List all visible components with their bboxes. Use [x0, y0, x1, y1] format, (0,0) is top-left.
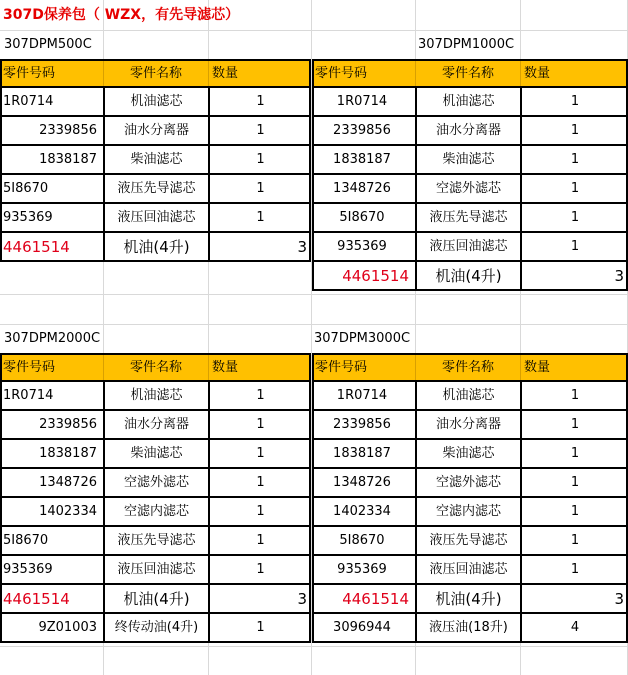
part-name-cell: 机油(4升)	[415, 585, 520, 613]
part-name-cell: 终传动油(4升)	[103, 614, 208, 642]
header-cell: 零件名称	[103, 355, 208, 380]
quantity-cell: 1	[520, 204, 628, 232]
part-number-cell: 935369	[337, 239, 387, 254]
table-header-row	[0, 353, 311, 382]
table-row	[312, 556, 628, 585]
grid-hline	[0, 646, 628, 647]
table-row	[0, 382, 311, 411]
table-row	[312, 527, 628, 556]
table-row	[0, 527, 311, 556]
part-name-cell: 液压先导滤芯	[103, 527, 208, 555]
quantity-cell: 1	[520, 498, 628, 526]
part-name-cell: 空滤外滤芯	[103, 469, 208, 497]
part-name-cell: 油水分离器	[415, 411, 520, 439]
grid-hline	[0, 30, 628, 31]
header-cell: 零件名称	[415, 355, 520, 380]
quantity-cell: 1	[208, 614, 311, 642]
part-number-cell: 5I8670	[339, 533, 385, 548]
table-row	[312, 498, 628, 527]
table-row	[312, 262, 628, 291]
part-number-cell: 1R0714	[3, 94, 54, 109]
sheet-title: 307D保养包（ WZX，有先导滤芯）	[3, 7, 240, 23]
table-row	[0, 585, 311, 614]
table-header-row	[312, 59, 628, 88]
part-number-cell: 1402334	[39, 504, 97, 519]
table-row	[0, 411, 311, 440]
header-cell: 零件号码	[315, 360, 368, 375]
quantity-cell: 1	[520, 382, 628, 410]
table-row	[0, 614, 311, 643]
table-row	[0, 88, 311, 117]
table-row	[312, 204, 628, 233]
header-cell: 零件号码	[315, 66, 368, 81]
part-name-cell: 空滤外滤芯	[415, 175, 520, 203]
part-number-cell: 9Z01003	[38, 620, 97, 635]
part-number-cell: 5I8670	[339, 210, 385, 225]
part-name-cell: 液压油(18升)	[415, 614, 520, 642]
quantity-cell: 1	[208, 382, 311, 410]
header-cell: 零件名称	[103, 61, 208, 86]
part-name-cell: 液压回油滤芯	[415, 233, 520, 261]
part-name-cell: 空滤内滤芯	[415, 498, 520, 526]
part-name-cell: 机油(4升)	[415, 262, 520, 290]
table-row	[312, 175, 628, 204]
part-name-cell: 液压先导滤芯	[415, 204, 520, 232]
part-name-cell: 机油(4升)	[103, 233, 208, 261]
quantity-cell: 4	[520, 614, 628, 642]
quantity-cell: 1	[208, 117, 311, 145]
table-row	[0, 204, 311, 233]
table-row	[0, 469, 311, 498]
table-row	[0, 175, 311, 204]
part-number-cell: 935369	[337, 562, 387, 577]
table-row	[0, 233, 311, 262]
quantity-cell: 1	[520, 411, 628, 439]
quantity-cell: 1	[520, 146, 628, 174]
quantity-cell: 1	[208, 469, 311, 497]
part-name-cell: 液压先导滤芯	[103, 175, 208, 203]
part-name-cell: 液压回油滤芯	[103, 204, 208, 232]
table-border-left	[0, 353, 2, 643]
part-number-cell: 1838187	[333, 446, 391, 461]
table-code-label: 307DPM3000C	[314, 331, 411, 346]
quantity-cell: 3	[520, 585, 628, 613]
part-number-cell: 1838187	[39, 152, 97, 167]
quantity-cell: 3	[208, 585, 311, 613]
part-number-cell: 1838187	[333, 152, 391, 167]
table-code-label: 307DPM500C	[4, 37, 92, 52]
quantity-cell: 1	[520, 440, 628, 468]
table-row	[312, 233, 628, 262]
quantity-cell: 1	[208, 204, 311, 232]
table-border-left	[312, 353, 314, 643]
table-row	[0, 146, 311, 175]
part-number-cell: 1R0714	[336, 388, 388, 403]
quantity-cell: 1	[208, 411, 311, 439]
header-cell: 数量	[208, 61, 311, 86]
quantity-cell: 1	[520, 469, 628, 497]
quantity-cell: 1	[208, 498, 311, 526]
table-row	[312, 585, 628, 614]
table-code-label: 307DPM1000C	[418, 37, 515, 52]
table-row	[0, 556, 311, 585]
part-name-cell: 油水分离器	[103, 411, 208, 439]
table-row	[312, 88, 628, 117]
quantity-cell: 1	[208, 146, 311, 174]
table-border-right	[309, 59, 311, 262]
part-name-cell: 柴油滤芯	[103, 440, 208, 468]
part-name-cell: 机油滤芯	[415, 382, 520, 410]
part-number-cell: 2339856	[333, 123, 391, 138]
part-number-cell: 1348726	[333, 475, 391, 490]
part-number-cell: 4461514	[3, 590, 70, 608]
part-number-cell: 4461514	[342, 590, 409, 608]
table-row	[0, 498, 311, 527]
part-name-cell: 机油(4升)	[103, 585, 208, 613]
quantity-cell: 1	[208, 88, 311, 116]
quantity-cell: 1	[208, 175, 311, 203]
table-border-left	[312, 59, 314, 291]
part-name-cell: 油水分离器	[415, 117, 520, 145]
quantity-cell: 1	[520, 88, 628, 116]
header-cell: 零件号码	[3, 360, 56, 375]
table-row	[312, 440, 628, 469]
part-name-cell: 柴油滤芯	[415, 146, 520, 174]
part-number-cell: 935369	[3, 562, 53, 577]
part-number-cell: 4461514	[3, 238, 70, 256]
table-row	[312, 614, 628, 643]
grid-hline	[0, 294, 628, 295]
quantity-cell: 1	[208, 440, 311, 468]
part-number-cell: 5I8670	[3, 533, 49, 548]
quantity-cell: 3	[520, 262, 628, 290]
header-cell: 零件名称	[415, 61, 520, 86]
quantity-cell: 1	[520, 527, 628, 555]
quantity-cell: 1	[520, 233, 628, 261]
part-name-cell: 空滤外滤芯	[415, 469, 520, 497]
table-row	[0, 117, 311, 146]
part-name-cell: 液压先导滤芯	[415, 527, 520, 555]
part-number-cell: 1R0714	[336, 94, 388, 109]
part-name-cell: 液压回油滤芯	[415, 556, 520, 584]
part-number-cell: 1348726	[39, 475, 97, 490]
part-name-cell: 柴油滤芯	[415, 440, 520, 468]
part-number-cell: 3096944	[333, 620, 391, 635]
header-cell: 零件号码	[3, 66, 56, 81]
quantity-cell: 1	[208, 556, 311, 584]
part-name-cell: 机油滤芯	[103, 88, 208, 116]
part-number-cell: 1348726	[333, 181, 391, 196]
table-row	[312, 117, 628, 146]
table-row	[312, 469, 628, 498]
table-border-left	[0, 59, 2, 262]
part-name-cell: 油水分离器	[103, 117, 208, 145]
part-name-cell: 柴油滤芯	[103, 146, 208, 174]
table-code-label: 307DPM2000C	[4, 331, 101, 346]
table-row	[312, 411, 628, 440]
part-number-cell: 2339856	[39, 417, 97, 432]
quantity-cell: 1	[520, 175, 628, 203]
table-header-row	[312, 353, 628, 382]
part-name-cell: 空滤内滤芯	[103, 498, 208, 526]
part-number-cell: 4461514	[342, 267, 409, 285]
part-number-cell: 2339856	[333, 417, 391, 432]
part-name-cell: 液压回油滤芯	[103, 556, 208, 584]
part-number-cell: 1R0714	[3, 388, 54, 403]
part-number-cell: 935369	[3, 210, 53, 225]
table-row	[0, 440, 311, 469]
quantity-cell: 1	[520, 556, 628, 584]
header-cell: 数量	[208, 355, 311, 380]
part-name-cell: 机油滤芯	[103, 382, 208, 410]
part-number-cell: 5I8670	[3, 181, 49, 196]
part-number-cell: 1838187	[39, 446, 97, 461]
part-number-cell: 1402334	[333, 504, 391, 519]
part-name-cell: 机油滤芯	[415, 88, 520, 116]
table-border-right	[309, 353, 311, 643]
quantity-cell: 3	[208, 233, 311, 261]
part-number-cell: 2339856	[39, 123, 97, 138]
table-header-row	[0, 59, 311, 88]
table-row	[312, 146, 628, 175]
quantity-cell: 1	[208, 527, 311, 555]
header-cell: 数量	[520, 61, 628, 86]
quantity-cell: 1	[520, 117, 628, 145]
header-cell: 数量	[520, 355, 628, 380]
table-row	[312, 382, 628, 411]
